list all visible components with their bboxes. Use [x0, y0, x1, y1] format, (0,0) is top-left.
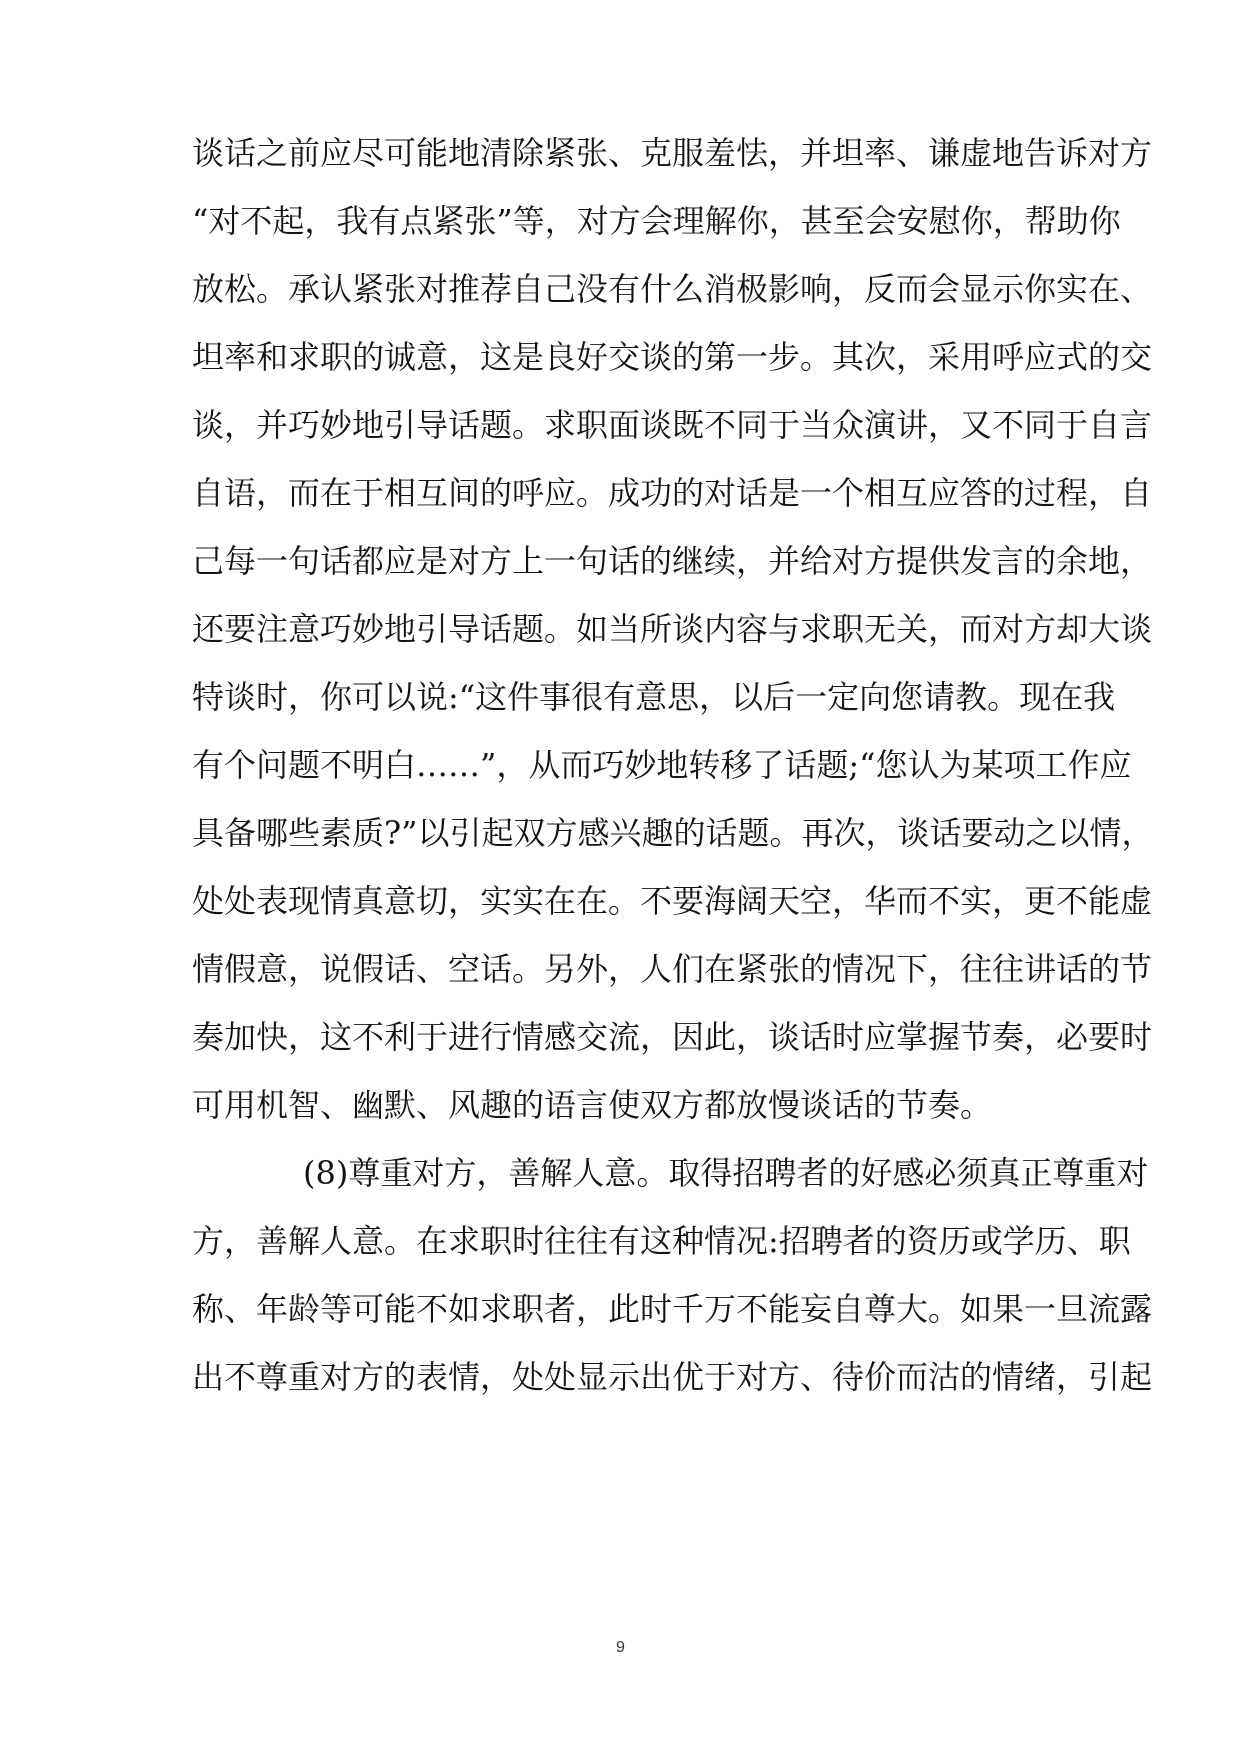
text-line: 奏加快，这不利于进行情感交流，因此，谈话时应掌握节奏，必要时 [192, 1018, 1153, 1056]
page-number: 9 [616, 1639, 625, 1656]
text-line: “对不起，我有点紧张”等，对方会理解你，甚至会安慰你，帮助你 [192, 202, 1121, 240]
text-line: 己每一句话都应是对方上一句话的继续，并给对方提供发言的余地， [192, 542, 1153, 580]
text-line: 具备哪些素质?”以引起双方感兴趣的话题。再次，谈话要动之以情， [192, 814, 1154, 852]
text-line: 处处表现情真意切，实实在在。不要海阔天空，华而不实，更不能虚 [192, 882, 1153, 920]
text-line: 方，善解人意。在求职时往往有这种情况:招聘者的资历或学历、职 [192, 1222, 1131, 1260]
text-line: 称、年龄等可能不如求职者，此时千万不能妄自尊大。如果一旦流露 [192, 1290, 1153, 1328]
text-line: 谈话之前应尽可能地清除紧张、克服羞怯，并坦率、谦虚地告诉对方 [192, 134, 1153, 172]
text-line: 谈，并巧妙地引导话题。求职面谈既不同于当众演讲，又不同于自言 [192, 406, 1153, 444]
text-line: 坦率和求职的诚意，这是良好交谈的第一步。其次，采用呼应式的交 [192, 338, 1153, 376]
text-line: 出不尊重对方的表情，处处显示出优于对方、待价而沽的情绪，引起 [192, 1358, 1153, 1396]
text-line: (8)尊重对方，善解人意。取得招聘者的好感必须真正尊重对 [303, 1154, 1149, 1192]
text-line: 放松。承认紧张对推荐自己没有什么消极影响，反而会显示你实在、 [192, 270, 1153, 308]
text-line: 自语，而在于相互间的呼应。成功的对话是一个相互应答的过程，自 [192, 474, 1153, 512]
text-line: 可用机智、幽默、风趣的语言使双方都放慢谈话的节奏。 [192, 1086, 993, 1124]
text-line: 还要注意巧妙地引导话题。如当所谈内容与求职无关，而对方却大谈 [192, 610, 1153, 648]
text-line: 情假意，说假话、空话。另外，人们在紧张的情况下，往往讲话的节 [192, 950, 1153, 988]
text-line: 特谈时，你可以说:“这件事很有意思，以后一定向您请教。现在我 [192, 678, 1116, 716]
text-line: 有个问题不明白……”，从而巧妙地转移了话题;“您认为某项工作应 [192, 746, 1132, 784]
